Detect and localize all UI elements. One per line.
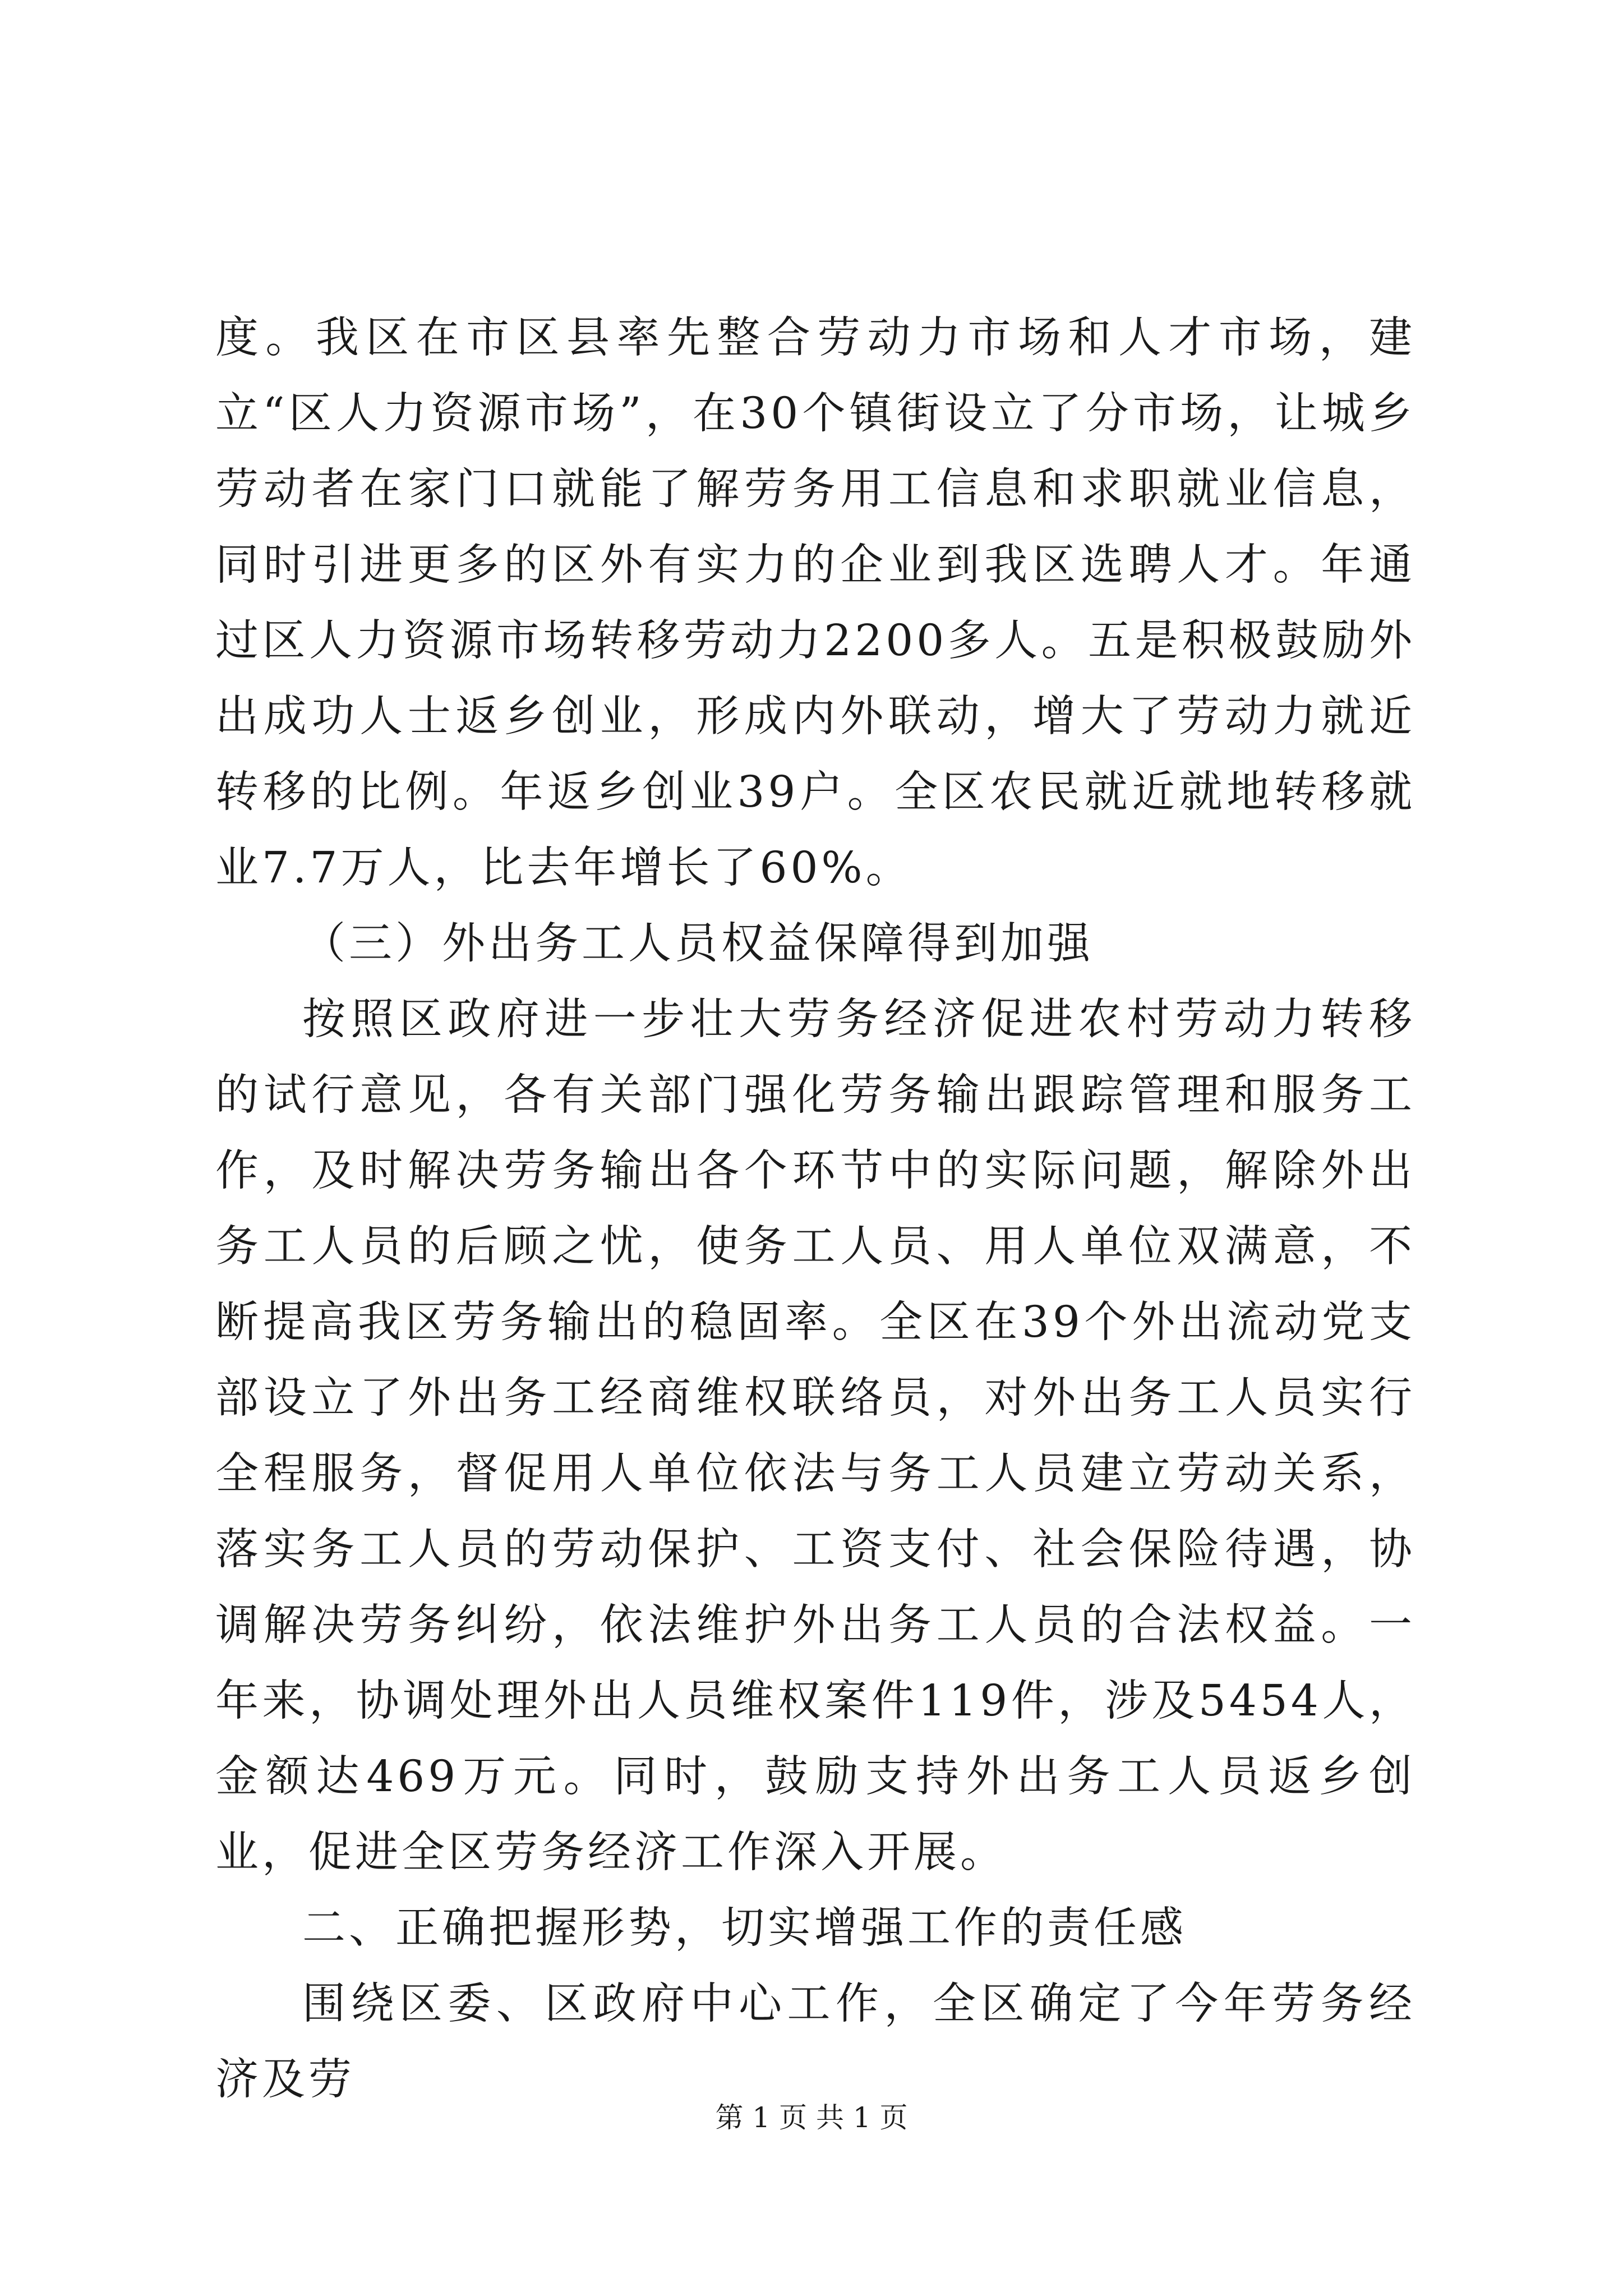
page-footer: 第 1 页 共 1 页 xyxy=(715,2101,908,2134)
paragraph-3: 围绕区委、区政府中心工作，全区确定了今年劳务经济及劳 xyxy=(215,1979,1415,2105)
document-body xyxy=(215,300,1415,2118)
paragraph-2: 按照区政府进一步壮大劳务经济促进农村劳动力转移的试行意见，各有关部门强化劳务输出跟踪管理和服务工作，及时解决劳务输出各个环节中的实际问题，解除外出务工人员的后顾之忧，使务工人员、用人单位双满意，不断提高我区劳务输出的稳固率。全区在39个外出流动党支部设立了外出务工经商维权联络员，对外出务工人员实行全程服务，督促用人单位依法与务工人员建立劳动关系，落实务工人员的劳动保护、工资支付、社会保险待遇，协调解决劳务纠纷，依法维护外出务工人员的合法权益。一年来，协调处理外出人员维权案件119件，涉及5454人，金额达469万元。同时，鼓励支持外出务工人员返乡创业，促进全区劳务经济工作深入开展。 xyxy=(215,995,1415,1878)
section-heading-2: 二、正确把握形势，切实增强工作的责任感 xyxy=(302,1903,1187,1953)
paragraph-1: 度。我区在市区县率先整合劳动力市场和人才市场，建立“区人力资源市场”，在30个镇街设立了分市场，让城乡劳动者在家门口就能了解劳务用工信息和求职就业信息，同时引进更多的区外有实力的企业到我区选聘人才。年通过区人力资源市场转移劳动力2200多人。五是积极鼓励外出成功人士返乡创业，形成内外联动，增大了劳动力就近转移的比例。年返乡创业39户。全区农民就近就地转移就业7.7万人，比去年增长了60%。 xyxy=(215,313,1415,893)
section-heading-3: （三）外出务工人员权益保障得到加强 xyxy=(302,919,1094,969)
